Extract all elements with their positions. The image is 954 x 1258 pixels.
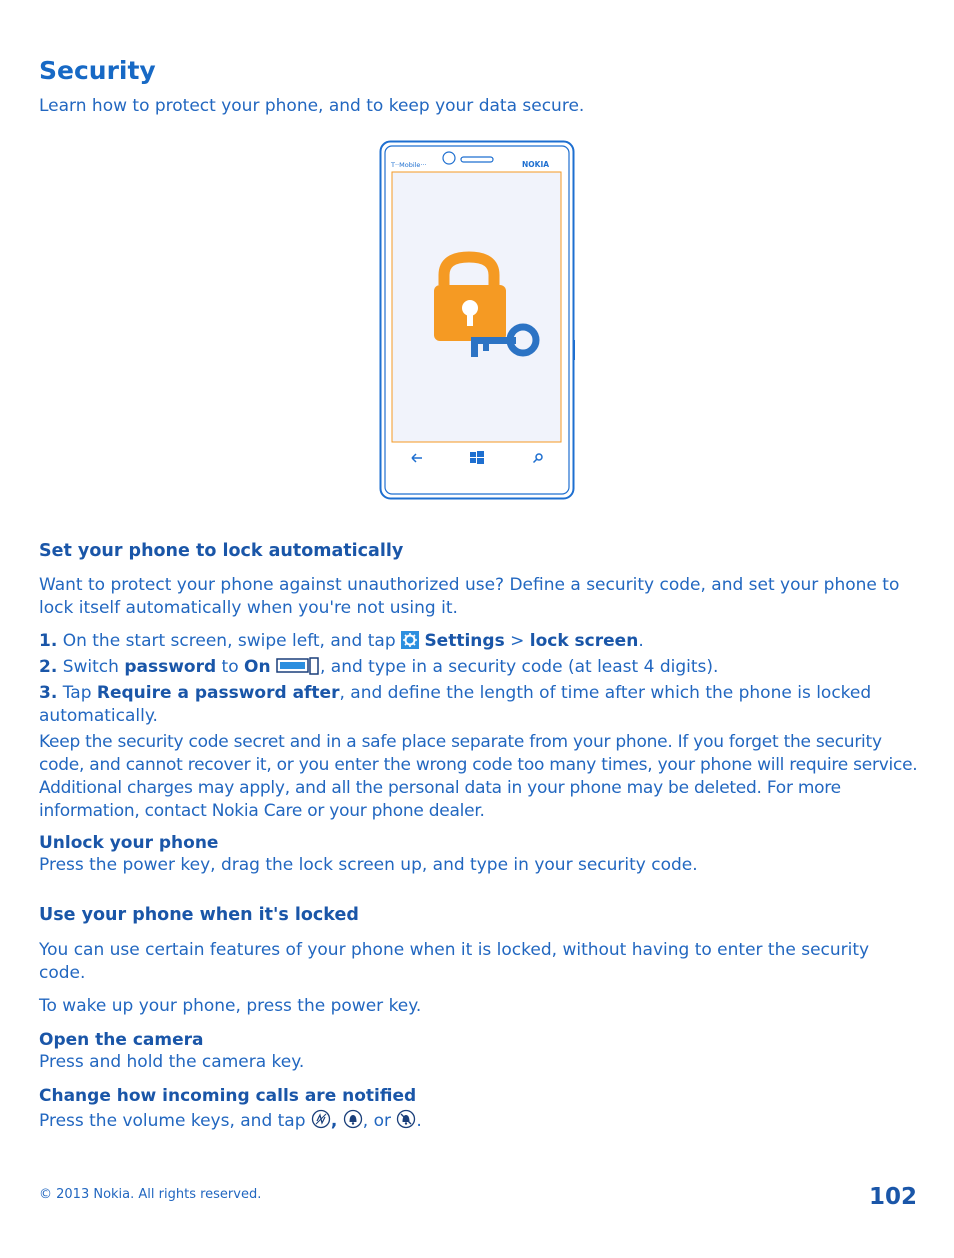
step-1: 1. On the start screen, swipe left, and tap Settings > lock screen. xyxy=(39,630,919,656)
section-lock-automatically xyxy=(39,541,919,561)
step-3: 3. Tap Require a password after, and define the length of time after which the phone is locked automatically. xyxy=(39,683,872,726)
brand-logo: NOKIA xyxy=(522,160,550,169)
unlock-heading: Unlock your phone xyxy=(39,833,219,853)
section1-para xyxy=(39,574,919,620)
camera-heading: Open the camera xyxy=(39,1030,204,1050)
page-number: 102 xyxy=(869,1184,918,1210)
wake-para xyxy=(39,995,919,1018)
toggle-on-icon xyxy=(276,657,320,682)
intro-text: Learn how to protect your phone, and to keep your data secure. xyxy=(39,96,585,116)
wake-text: To wake up your phone, press the power key. xyxy=(39,996,422,1016)
ring-icon xyxy=(343,1109,363,1136)
phone-illustration xyxy=(379,140,576,502)
calls-text: Press the volume keys, and tap , , or . xyxy=(39,1109,919,1136)
vibrate-icon xyxy=(311,1109,331,1136)
steps-list xyxy=(39,630,919,728)
section2-text: You can use certain features of your phone when it is locked, without having to enter the security code. xyxy=(39,940,870,983)
security-note-text: Keep the security code secret and in a safe place separate from your phone. If you forget the security code, and cannot recover it, or you enter the wrong code too many times, your phone will require service. Additional charges may apply, and all the personal data in your phone may be deleted. For more information, contact Nokia Care or your phone dealer. xyxy=(39,732,918,821)
step-2: 2. Switch password to On , and type in a security code (at least 4 digits). xyxy=(39,656,919,682)
security-note xyxy=(39,731,919,823)
settings-gear-icon xyxy=(401,631,419,656)
section-heading: Set your phone to lock automatically xyxy=(39,541,404,561)
section-heading: Use your phone when it's locked xyxy=(39,905,359,925)
section2-para xyxy=(39,939,919,985)
camera-text: Press and hold the camera key. xyxy=(39,1052,305,1072)
copyright-footer: © 2013 Nokia. All rights reserved. xyxy=(39,1187,262,1202)
section-use-when-locked xyxy=(39,905,919,925)
carrier-logo: T··Mobile··· xyxy=(391,161,427,169)
silent-icon xyxy=(396,1109,416,1136)
unlock-block xyxy=(39,832,919,877)
lock-screen-link: lock screen xyxy=(529,631,639,651)
calls-heading: Change how incoming calls are notified xyxy=(39,1086,417,1106)
unlock-text: Press the power key, drag the lock screen up, and type in your security code. xyxy=(39,855,698,875)
page-title: Security xyxy=(39,56,156,85)
camera-block xyxy=(39,1029,919,1074)
calls-block xyxy=(39,1085,919,1136)
settings-link: Settings xyxy=(424,631,505,651)
phone-svg xyxy=(379,140,576,502)
section1-text: Want to protect your phone against unauthorized use? Define a security code, and set your phone to lock itself automatically when you're not using it. xyxy=(39,575,900,618)
